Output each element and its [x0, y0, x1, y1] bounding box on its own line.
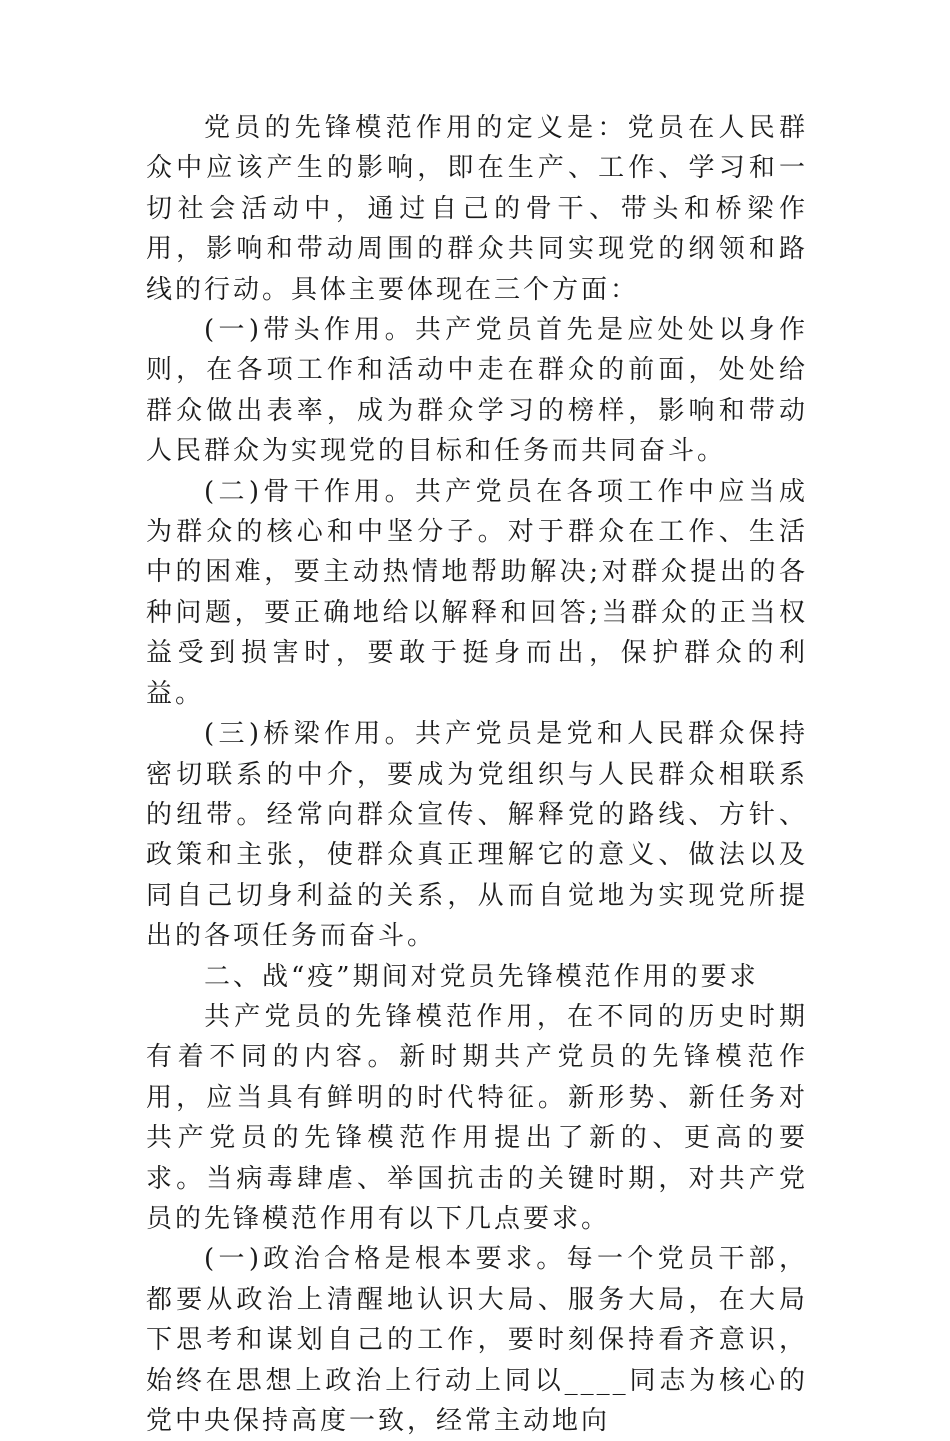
- paragraph-leading-role: (一)带头作用。共产党员首先是应处处以身作则，在各项工作和活动中走在群众的前面，处处给群众做出表率，成为群众学习的榜样，影响和带动人民群众为实现党的目标和任务而共同奋斗。: [146, 315, 808, 467]
- section-heading: 二、战“疫”期间对党员先锋模范作用的要求: [204, 961, 759, 992]
- document-body: [146, 108, 808, 1441]
- paragraph-backbone-role: (二)骨干作用。共产党员在各项工作中应当成为群众的核心和中坚分子。对于群众在工作、生活中的困难，要主动热情地帮助解决;对群众提出的各种问题，要正确地给以解释和回答;当群众的正当权益受到损害时，要敢于挺身而出，保护群众的利益。: [146, 476, 808, 709]
- paragraph-definition: 党员的先锋模范作用的定义是：党员在人民群众中应该产生的影响，即在生产、工作、学习和一切社会活动中，通过自己的骨干、带头和桥梁作用，影响和带动周围的群众共同实现党的纲领和路线的行动。具体主要体现在三个方面：: [146, 113, 808, 305]
- paragraph-bridge-role: (三)桥梁作用。共产党员是党和人民群众保持密切联系的中介，要成为党组织与人民群众相联系的纽带。经常向群众宣传、解释党的路线、方针、政策和主张，使群众真正理解它的意义、做法以及同自己切身利益的关系，从而自觉地为实现党所提出的各项任务而奋斗。: [146, 719, 808, 952]
- paragraph-requirements-intro: 共产党员的先锋模范作用，在不同的历史时期有着不同的内容。新时期共产党员的先锋模范作用，应当具有鲜明的时代特征。新形势、新任务对共产党员的先锋模范作用提出了新的、更高的要求。当病毒肆虐、举国抗击的关键时期，对共产党员的先锋模范作用有以下几点要求。: [146, 1001, 808, 1234]
- paragraph-political-requirement: (一)政治合格是根本要求。每一个党员干部，都要从政治上清醒地认识大局、服务大局，在大局下思考和谋划自己的工作，要时刻保持看齐意识，始终在思想上政治上行动上同以____同志为核心的党中央保持高度一致，经常主动地向: [146, 1244, 808, 1436]
